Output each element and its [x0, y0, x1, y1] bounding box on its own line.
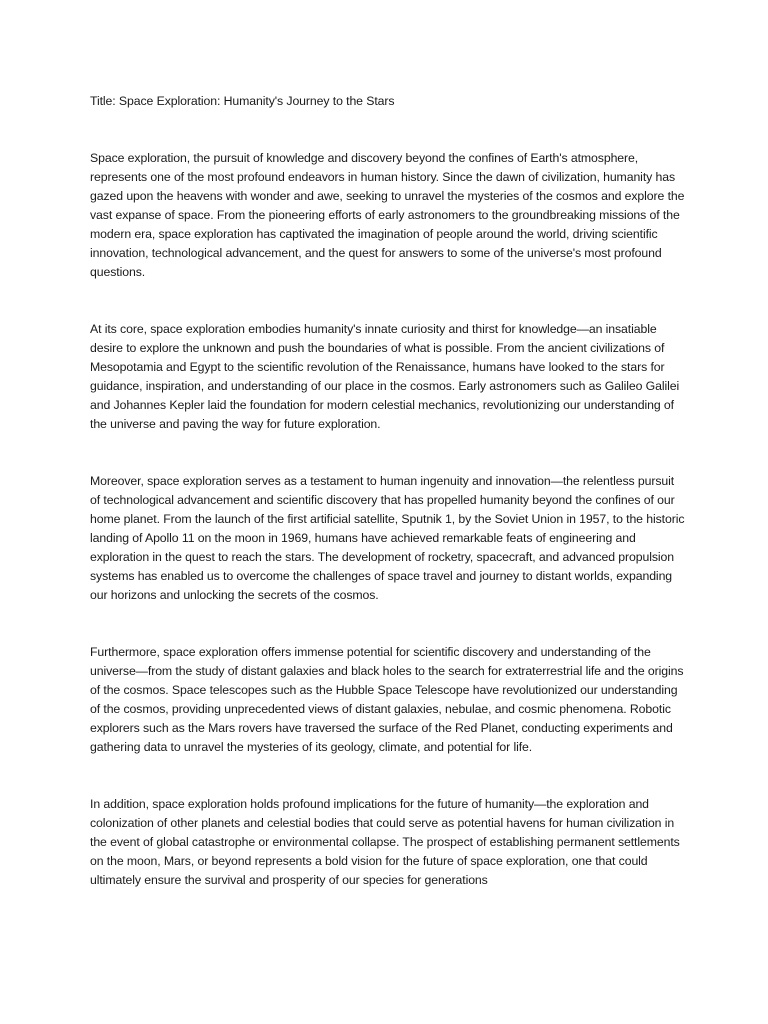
document-title: Title: Space Exploration: Humanity's Journey to the Stars: [90, 94, 395, 108]
paragraph-4: Furthermore, space exploration offers immense potential for scientific discovery and understanding of the universe—from the study of distant galaxies and black holes to the search for extraterrestrial life and the origins of the cosmos. Space telescopes such as the Hubble Space Telescope have revolutionized our understanding of the cosmos, providing unprecedented views of distant galaxies, nebulae, and cosmic phenomena. Robotic explorers such as the Mars rovers have traversed the surface of the Red Planet, conducting experiments and gathering data to unravel the mysteries of its geology, climate, and potential for life.: [90, 645, 684, 754]
paragraph-1: Space exploration, the pursuit of knowledge and discovery beyond the confines of Earth's atmosphere, represents one of the most profound endeavors in human history. Since the dawn of civilization, humanity has gazed upon the heavens with wonder and awe, seeking to unravel the mysteries of the cosmos and explore the vast expanse of space. From the pioneering efforts of early astronomers to the groundbreaking missions of the modern era, space exploration has captivated the imagination of people around the world, driving scientific innovation, technological advancement, and the quest for answers to some of the universe's most profound questions.: [90, 151, 685, 279]
document-body: [90, 92, 686, 928]
paragraph-3: Moreover, space exploration serves as a testament to human ingenuity and innovation—the relentless pursuit of technological advancement and scientific discovery that has propelled humanity beyond the confines of our home planet. From the launch of the first artificial satellite, Sputnik 1, by the Soviet Union in 1957, to the historic landing of Apollo 11 on the moon in 1969, humans have achieved remarkable feats of engineering and exploration in the quest to reach the stars. The development of rocketry, spacecraft, and advanced propulsion systems has enabled us to overcome the challenges of space travel and journey to distant worlds, expanding our horizons and unlocking the secrets of the cosmos.: [90, 474, 685, 602]
paragraph-5: In addition, space exploration holds profound implications for the future of humanity—the exploration and colonization of other planets and celestial bodies that could serve as potential havens for human civilization in the event of global catastrophe or environmental collapse. The prospect of establishing permanent settlements on the moon, Mars, or beyond represents a bold vision for the future of space exploration, one that could ultimately ensure the survival and prosperity of our species for generations: [90, 797, 680, 887]
paragraph-2: At its core, space exploration embodies humanity's innate curiosity and thirst for knowledge—an insatiable desire to explore the unknown and push the boundaries of what is possible. From the ancient civilizations of Mesopotamia and Egypt to the scientific revolution of the Renaissance, humans have looked to the stars for guidance, inspiration, and understanding of our place in the cosmos. Early astronomers such as Galileo Galilei and Johannes Kepler laid the foundation for modern celestial mechanics, revolutionizing our understanding of the universe and paving the way for future exploration.: [90, 322, 680, 431]
